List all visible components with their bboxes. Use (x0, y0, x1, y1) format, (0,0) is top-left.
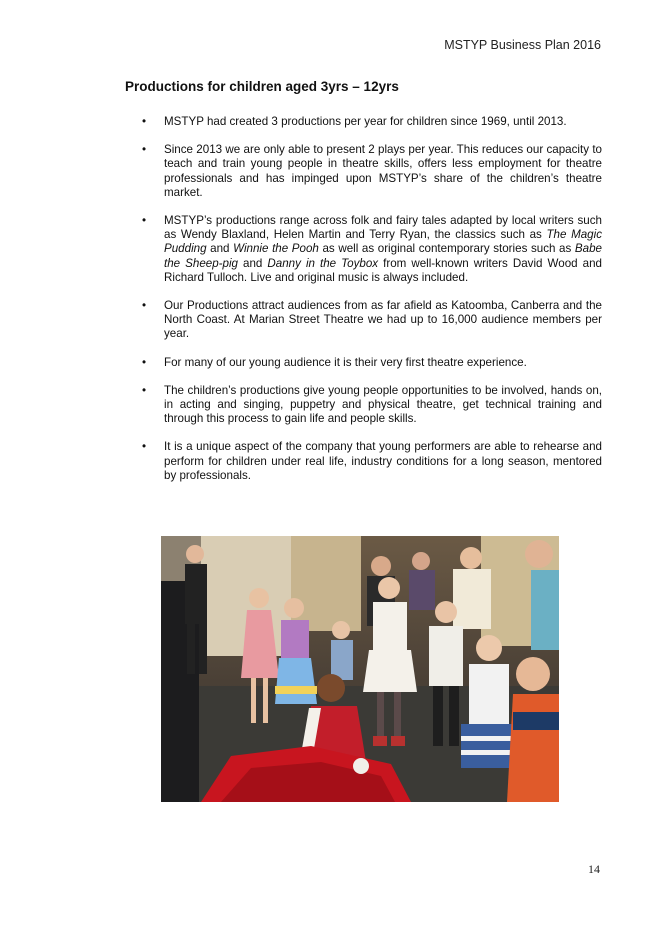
section-heading: Productions for children aged 3yrs – 12yrs (125, 79, 399, 94)
bullet-text: Our Productions attract audiences from as far afield as Katoomba, Canberra and the North Coast. At Marian Street Theatre we had up to 16,000 audience members per year. (164, 299, 602, 341)
bullet-text: Since 2013 we are only able to present 2 plays per year. This reduces our capacity to teach and train young people in theatre skills, offers less employment for theatre professionals and has impinged upon MSTYP’s share of the children’s theatre market. (164, 143, 602, 199)
italic-title: Danny in the Toybox (267, 256, 379, 270)
bullet-text: For many of our young audience it is their very first theatre experience. (164, 355, 527, 369)
bullet-marker: • (142, 383, 147, 397)
page-number: 14 (588, 862, 600, 876)
bullet-item (140, 214, 602, 285)
italic-title: Winnie the Pooh (233, 242, 319, 256)
italic-title: Babe the Sheep-pig (164, 242, 602, 270)
bullet-text: The children’s productions give young people opportunities to be involved, hands on, in acting and singing, puppetry and physical theatre, get technical training and through this process to gain life and people skills. (164, 383, 602, 426)
bullet-marker: • (142, 355, 147, 369)
bullet-text: MSTYP’s productions range across folk and fairy tales adapted by local writers such as Wendy Blaxland, Helen Martin and Terry Ryan, the classics such as (164, 214, 602, 242)
bullet-list (140, 115, 602, 497)
bullet-text: from well-known writers David Wood and Richard Tulloch. Live and original music is always included. (164, 256, 602, 284)
bullet-marker: • (142, 143, 147, 157)
bullet-item (140, 384, 602, 427)
bullet-text: MSTYP had created 3 productions per year for children since 1969, until 2013. (164, 115, 567, 128)
bullet-text: as well as original contemporary stories such as (318, 242, 575, 256)
bullet-text: and (238, 256, 268, 270)
bullet-item (140, 440, 602, 483)
children-performance-photo (161, 536, 559, 802)
bullet-marker: • (142, 214, 147, 228)
bullet-item (140, 299, 602, 342)
running-header: MSTYP Business Plan 2016 (444, 38, 601, 52)
bullet-text: It is a unique aspect of the company that young performers are able to rehearse and perform for children under real life, industry conditions for a long season, mentored by professionals. (164, 440, 602, 482)
bullet-item (140, 115, 602, 129)
bullet-item (140, 356, 602, 370)
bullet-text: and (206, 242, 234, 256)
bullet-item (140, 143, 602, 200)
italic-title: The Magic Pudding (164, 228, 602, 256)
bullet-marker: • (142, 440, 147, 454)
bullet-marker: • (142, 115, 147, 128)
bullet-marker: • (142, 299, 147, 313)
